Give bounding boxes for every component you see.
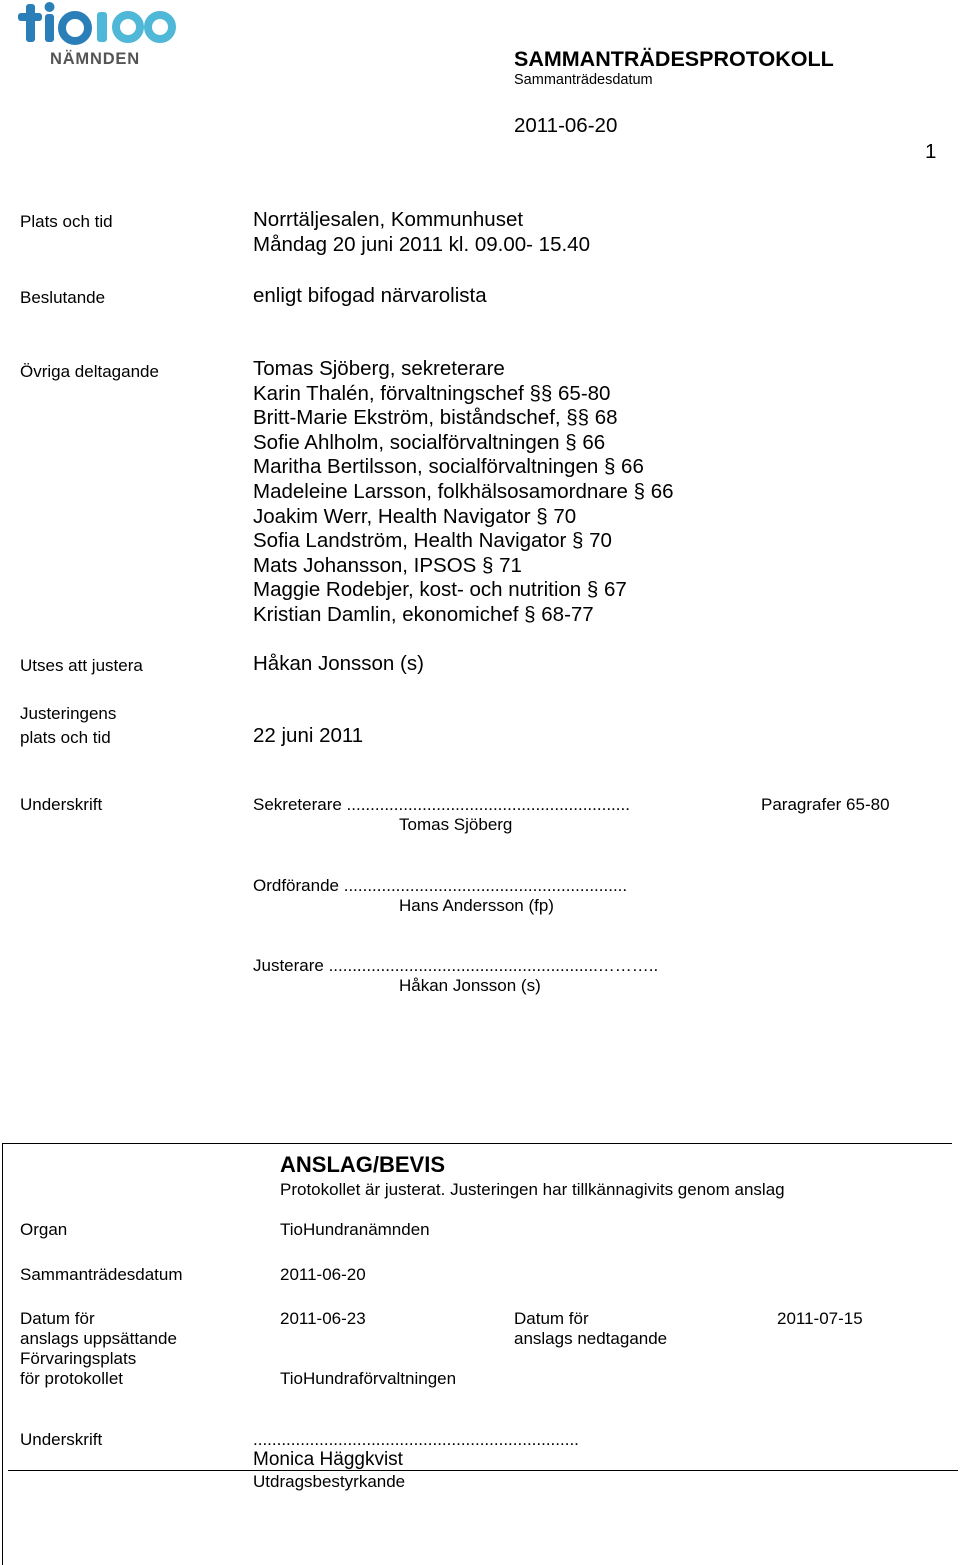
meeting-date-label: Sammanträdesdatum: [514, 72, 653, 88]
participant: Britt-Marie Ekström, biståndschef, §§ 68: [253, 406, 618, 430]
notice-date-value: 2011-06-20: [280, 1265, 366, 1284]
removed-label-line1: Datum för: [514, 1309, 589, 1328]
adjuster-label: Utses att justera: [20, 656, 143, 675]
adjuster-signature-line: Justerare .........................................................………..: [253, 956, 659, 975]
organ-value: TioHundranämnden: [280, 1220, 430, 1239]
participant: Kristian Damlin, ekonomichef § 68-77: [253, 602, 594, 626]
storage-label-line1: Förvaringsplats: [20, 1349, 137, 1368]
notice-signature-label: Underskrift: [20, 1430, 103, 1449]
tio100-logo-mark: [18, 2, 180, 52]
notice-signer-role: Utdragsbestyrkande: [253, 1472, 406, 1491]
page-number: 1: [925, 140, 937, 163]
notice-signer-name: Monica Häggkvist: [253, 1449, 403, 1470]
decision-value: enligt bifogad närvarolista: [253, 284, 487, 307]
notice-date-label: Sammanträdesdatum: [20, 1265, 183, 1284]
place-value: Norrtäljesalen, Kommunhuset: [253, 208, 524, 231]
participant: Karin Thalén, förvaltningschef §§ 65-80: [253, 381, 611, 405]
removed-label-line2: anslags nedtagande: [514, 1329, 668, 1348]
participant: Maggie Rodebjer, kost- och nutrition § 67: [253, 578, 627, 602]
posted-value: 2011-06-23: [280, 1309, 366, 1328]
document-title: SAMMANTRÄDESPROTOKOLL: [514, 47, 834, 71]
adjust-label-line2: plats och tid: [20, 728, 111, 747]
notice-bottom-border: [8, 1470, 958, 1471]
organ-label: Organ: [20, 1220, 68, 1239]
place-label: Plats och tid: [20, 212, 113, 231]
adjuster-value: Håkan Jonsson (s): [253, 652, 424, 675]
secretary-name: Tomas Sjöberg: [399, 815, 513, 834]
posted-label-line2: anslags uppsättande: [20, 1329, 177, 1348]
adjust-label-line1: Justeringens: [20, 704, 117, 723]
time-value: Måndag 20 juni 2011 kl. 09.00- 15.40: [253, 233, 590, 256]
participant: Joakim Werr, Health Navigator § 70: [253, 504, 577, 528]
participant: Mats Johansson, IPSOS § 71: [253, 553, 522, 577]
adjuster-name: Håkan Jonsson (s): [399, 976, 541, 995]
tio100-logo: [18, 2, 180, 70]
decision-label: Beslutande: [20, 288, 106, 307]
participant: Sofie Ahlholm, socialförvaltningen § 66: [253, 430, 606, 454]
notice-subtitle: Protokollet är justerat. Justeringen har tillkännagivits genom anslag: [280, 1180, 785, 1199]
secretary-signature-line: Sekreterare ............................................................: [253, 795, 630, 814]
notice-title: ANSLAG/BEVIS: [280, 1152, 446, 1177]
participant: Sofia Landström, Health Navigator § 70: [253, 529, 612, 553]
posted-label-line1: Datum för: [20, 1309, 95, 1328]
storage-value: TioHundraförvaltningen: [280, 1369, 457, 1388]
chair-signature-line: Ordförande ............................................................: [253, 876, 628, 895]
participant: Tomas Sjöberg, sekreterare: [253, 357, 505, 380]
notice-left-border: [2, 1143, 3, 1565]
meeting-date: 2011-06-20: [514, 114, 618, 137]
adjust-value: 22 juni 2011: [253, 724, 364, 747]
participants-list: [253, 357, 674, 628]
notice-top-border: [2, 1143, 952, 1144]
storage-label-line2: för protokollet: [20, 1369, 123, 1388]
chair-name: Hans Andersson (fp): [399, 896, 554, 915]
notice-signature-line: .....................................................................: [253, 1430, 579, 1449]
others-label: Övriga deltagande: [20, 362, 159, 381]
logo-subtitle: NÄMNDEN: [50, 50, 140, 68]
removed-value: 2011-07-15: [777, 1309, 863, 1328]
participant: Madeleine Larsson, folkhälsosamordnare § 66: [253, 479, 674, 503]
participant: Maritha Bertilsson, socialförvaltningen § 66: [253, 455, 644, 479]
paragraphs: Paragrafer 65-80: [761, 795, 890, 814]
signature-label: Underskrift: [20, 795, 103, 814]
